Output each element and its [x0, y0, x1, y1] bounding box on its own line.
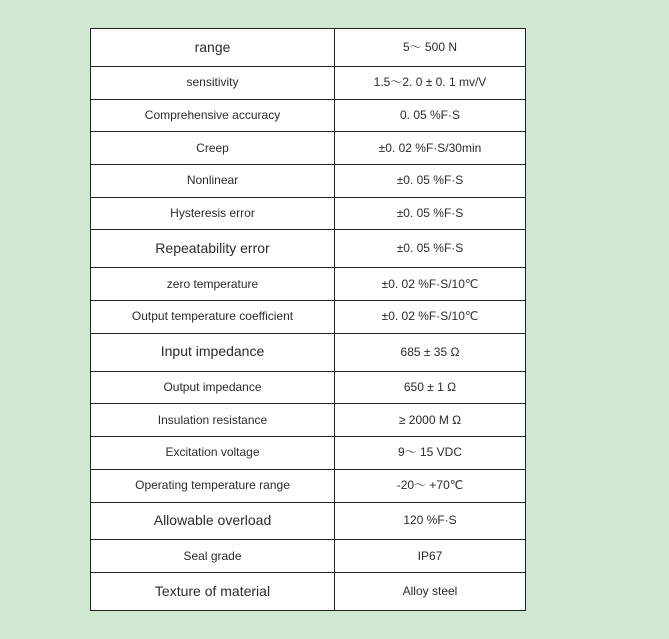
table-row: [91, 99, 526, 132]
table-row: [91, 502, 526, 540]
parameter-value: 5～ 500 N: [335, 29, 526, 67]
table-row: [91, 301, 526, 334]
parameter-name: range: [91, 29, 335, 67]
parameter-value: 650 ± 1 Ω: [335, 371, 526, 404]
table-row: [91, 404, 526, 437]
parameter-name: Allowable overload: [91, 502, 335, 540]
parameter-value: -20～ +70℃: [335, 469, 526, 502]
specification-table: [90, 28, 526, 611]
parameter-name: Excitation voltage: [91, 437, 335, 470]
parameter-name: Hysteresis error: [91, 197, 335, 230]
parameter-name: Output temperature coefficient: [91, 301, 335, 334]
table-row: [91, 197, 526, 230]
parameter-name: Creep: [91, 132, 335, 165]
table-row: [91, 165, 526, 198]
parameter-name: Texture of material: [91, 573, 335, 611]
parameter-name: Output impedance: [91, 371, 335, 404]
parameter-name: Seal grade: [91, 540, 335, 573]
table-row: [91, 469, 526, 502]
parameter-value: Alloy steel: [335, 573, 526, 611]
parameter-value: ±0. 02 %F·S/10℃: [335, 268, 526, 301]
parameter-name: Repeatability error: [91, 230, 335, 268]
table-row: [91, 371, 526, 404]
parameter-value: 1.5～2. 0 ± 0. 1 mv/V: [335, 66, 526, 99]
parameter-value: ±0. 05 %F·S: [335, 230, 526, 268]
table-row: [91, 29, 526, 67]
table-row: [91, 573, 526, 611]
table-row: [91, 230, 526, 268]
parameter-value: 685 ± 35 Ω: [335, 333, 526, 371]
parameter-value: ±0. 05 %F·S: [335, 165, 526, 198]
parameter-name: Input impedance: [91, 333, 335, 371]
parameter-name: Comprehensive accuracy: [91, 99, 335, 132]
parameter-value: IP67: [335, 540, 526, 573]
parameter-value: ±0. 02 %F·S/10℃: [335, 301, 526, 334]
table-row: [91, 333, 526, 371]
parameter-value: 9～ 15 VDC: [335, 437, 526, 470]
parameter-name: Nonlinear: [91, 165, 335, 198]
parameter-value: 120 %F·S: [335, 502, 526, 540]
parameter-name: Insulation resistance: [91, 404, 335, 437]
parameter-name: Operating temperature range: [91, 469, 335, 502]
parameter-value: ≥ 2000 M Ω: [335, 404, 526, 437]
parameter-name: zero temperature: [91, 268, 335, 301]
parameter-value: ±0. 02 %F·S/30min: [335, 132, 526, 165]
parameter-name: sensitivity: [91, 66, 335, 99]
table-row: [91, 132, 526, 165]
parameter-value: ±0. 05 %F·S: [335, 197, 526, 230]
table-row: [91, 66, 526, 99]
spec-sheet: [90, 28, 525, 611]
table-row: [91, 268, 526, 301]
table-row: [91, 540, 526, 573]
table-row: [91, 437, 526, 470]
parameter-value: 0. 05 %F·S: [335, 99, 526, 132]
